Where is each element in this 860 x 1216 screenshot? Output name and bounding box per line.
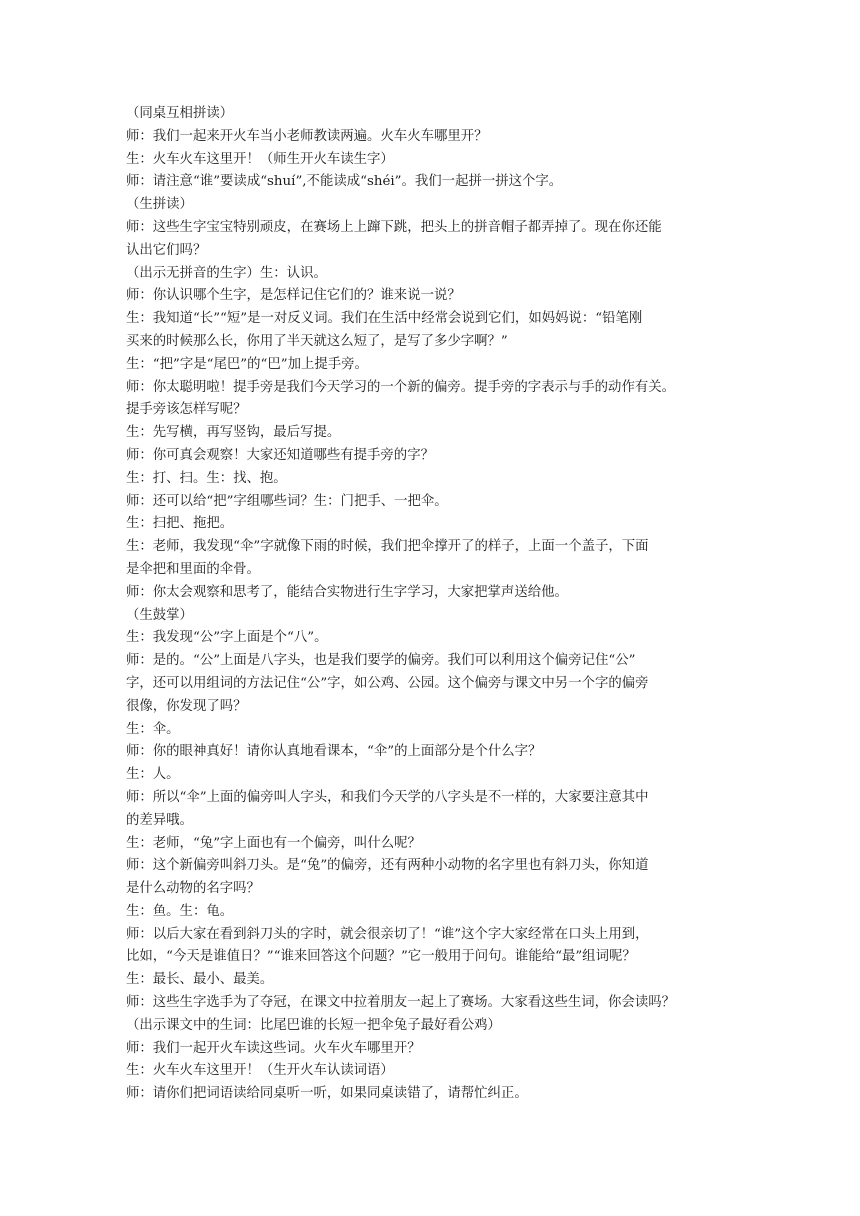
text-line: 的差异哦。 — [126, 812, 193, 828]
text-line: 生：我知道“长”“短”是一对反义词。我们在生活中经常会说到它们，如妈妈说：“铅笔刚 — [126, 311, 643, 327]
text-line: 师：所以“伞”上面的偏旁叫人字头，和我们今天学的八字头是不一样的，大家要注意其中 — [126, 789, 649, 805]
text-line: 师：请你们把词语读给同桌听一听，如果同桌读错了，请帮忙纠正。 — [126, 1086, 528, 1102]
text-line: 生：扫把、拖把。 — [126, 516, 234, 532]
text-line: 提手旁该怎样写呢？ — [126, 402, 247, 418]
text-line: 生：鱼。生：龟。 — [126, 903, 234, 919]
text-line: 是什么动物的名字吗？ — [126, 881, 260, 897]
text-line: 买来的时候那么长，你用了半天就这么短了，是写了多少字啊？” — [126, 333, 508, 349]
text-line: 是伞把和里面的伞骨。 — [126, 561, 260, 577]
text-line: 生：“把”字是“尾巴”的“巴”加上提手旁。 — [126, 356, 368, 372]
text-line: 生：老师，“兔”字上面也有一个偏旁，叫什么呢？ — [126, 835, 421, 851]
text-line: 师：还可以给“把”字组哪些词？生：门把手、一把伞。 — [126, 493, 448, 509]
text-line: （同桌互相拼读） — [126, 106, 234, 121]
text-line: 很像，你发现了吗？ — [126, 698, 247, 714]
text-line: 生：最长、最小、最美。 — [126, 972, 274, 988]
text-line: 认出它们吗？ — [126, 242, 207, 258]
text-line: 师：以后大家在看到斜刀头的字时，就会很亲切了！“谁”这个字大家经常在口头上用到， — [126, 926, 649, 942]
text-line: 师：这个新偏旁叫斜刀头。是“兔”的偏旁，还有两种小动物的名字里也有斜刀头，你知道 — [126, 858, 649, 874]
text-line: （生鼓掌） — [126, 607, 193, 623]
text-line: 生：火车火车这里开！（师生开火车读生字） — [126, 151, 394, 167]
text-line: 生：人。 — [126, 767, 180, 783]
text-line: 字，还可以用组词的方法记住“公”字，如公鸡、公园。这个偏旁与课文中另一个字的偏旁 — [126, 675, 649, 691]
text-line: 师：这些生字选手为了夺冠，在课文中拉着朋友一起上了赛场。大家看这些生词，你会读吗？ — [126, 995, 676, 1011]
text-line: 生：伞。 — [126, 721, 180, 737]
text-line: 师：请注意“谁”要读成“shuí”,不能读成“shéi”。我们一起拼一拼这个字。 — [126, 174, 563, 190]
text-line: 师：你太会观察和思考了，能结合实物进行生字学习，大家把掌声送给他。 — [126, 584, 568, 600]
text-line: 师：我们一起来开火车当小老师教读两遍。火车火车哪里开？ — [126, 128, 488, 144]
text-line: 师：我们一起开火车读这些词。火车火车哪里开？ — [126, 1040, 421, 1056]
text-line: （出示无拼音的生字）生：认识。 — [126, 265, 327, 281]
text-line: 师：这些生字宝宝特别顽皮，在赛场上上蹿下跳，把头上的拼音帽子都弄掉了。现在你还能 — [126, 219, 662, 235]
text-line: 生：我发现“公”字上面是个“八”。 — [126, 630, 328, 646]
text-line: （出示课文中的生词：比尾巴谁的长短一把伞兔子最好看公鸡） — [126, 1017, 501, 1033]
text-line: 师：你太聪明啦！提手旁是我们今天学习的一个新的偏旁。提手旁的字表示与手的动作有关。 — [126, 379, 676, 395]
text-line: 生：先写横，再写竖钩，最后写提。 — [126, 425, 341, 441]
text-line: 师：是的。“公”上面是八字头，也是我们要学的偏旁。我们可以利用这个偏旁记住“公” — [126, 653, 636, 669]
text-line: （生拼读） — [126, 197, 193, 213]
text-line: 师：你可真会观察！大家还知道哪些有提手旁的字？ — [126, 447, 434, 463]
text-line: 师：你的眼神真好！请你认真地看课本，“伞”的上面部分是个什么字？ — [126, 744, 542, 760]
text-line: 生：打、扫。生：找、抱。 — [126, 470, 287, 486]
text-line: 比如，“今天是谁值日？”“谁来回答这个问题？”它一般用于问句。谁能给“最”组词呢？ — [126, 949, 636, 965]
text-line: 师：你认识哪个生字，是怎样记住它们的？谁来说一说？ — [126, 288, 461, 304]
text-line: 生：火车火车这里开！（生开火车认读词语） — [126, 1063, 394, 1079]
document-body — [126, 103, 736, 1106]
text-line: 生：老师，我发现“伞”字就像下雨的时候，我们把伞撑开了的样子，上面一个盖子，下面 — [126, 539, 649, 555]
